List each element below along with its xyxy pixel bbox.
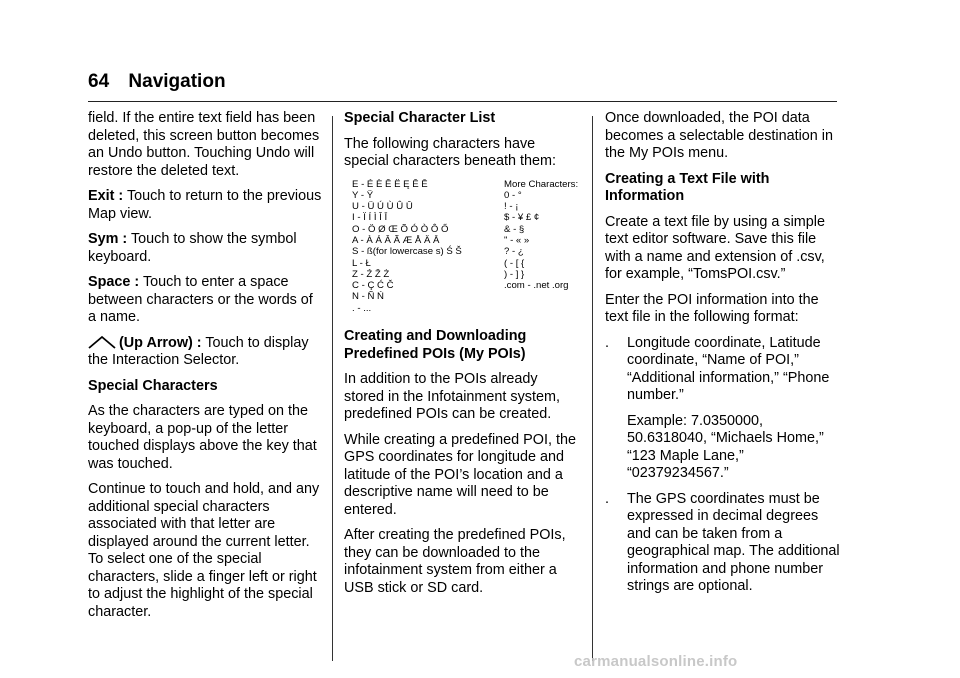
page-header xyxy=(88,71,226,93)
page-number: 64 xyxy=(88,71,110,92)
char-row: $ - ¥ £ ¢ xyxy=(504,212,540,224)
char-row: Z - Ź Ž Ż xyxy=(352,268,390,280)
touch-hold-paragraph: Continue to touch and hold, and any additional special characters associated with that letter are displayed around the current letter. To select one of the special characters, slide a finger left or right to adjust the highlight of the special character. xyxy=(88,481,320,620)
poi-paragraph-3: After creating the predefined POIs, they can be downloaded to the infotainment system from either a USB stick or SD card. xyxy=(344,527,566,596)
char-row: C - Ç Ć Č xyxy=(352,280,394,292)
column-divider-2 xyxy=(592,116,593,661)
exit-entry xyxy=(88,188,323,223)
char-row: U - Ü Ú Ù Û Ū xyxy=(352,201,413,213)
text-file-paragraph: Create a text file by using a simple text editor software. Save this file with a name and extension of .csv, for example, “TomsPOI.csv.” xyxy=(605,213,825,282)
up-arrow-entry xyxy=(88,335,323,370)
exit-term: Exit : xyxy=(88,188,124,204)
column-3 xyxy=(605,110,840,604)
bullet-text: The GPS coordinates must be expressed in decimal degrees and can be taken from a geographical map. The additional information and phone number strings are optional. xyxy=(627,490,840,594)
char-row: O - Ö Ø Œ Õ Ó Ò Ô Ő xyxy=(352,223,449,235)
char-row: " - « » xyxy=(504,234,530,246)
char-row: ) - ] } xyxy=(504,268,525,280)
char-row: ? - ¿ xyxy=(504,246,524,258)
bullet-mark: . xyxy=(605,334,609,351)
poi-paragraph-1: In addition to the POIs already stored in the Infotainment system, predefined POIs can be created. xyxy=(344,371,560,423)
char-row: Y - Ÿ xyxy=(352,189,374,201)
sym-text: Touch to show the symbol keyboard. xyxy=(88,231,297,265)
column-divider-1 xyxy=(332,116,333,661)
up-arrow-icon xyxy=(88,335,116,349)
poi-paragraph-2: While creating a predefined POI, the GPS coordinates for longitude and latitude of the POI’s location and a descriptive name will need to be entered. xyxy=(344,431,576,518)
up-arrow-term: (Up Arrow) : xyxy=(119,334,202,351)
char-row: & - § xyxy=(504,223,525,235)
char-row: ( - [ { xyxy=(504,257,525,269)
space-term: Space : xyxy=(88,274,140,290)
more-characters xyxy=(504,179,578,315)
text-file-heading: Creating a Text File with Information xyxy=(605,170,770,204)
section-title: Navigation xyxy=(128,71,226,92)
creating-downloading-heading: Creating and Downloading Predefined POIs (My POIs) xyxy=(344,328,527,362)
undo-paragraph: field. If the entire text field has been deleted, this screen button becomes an Undo button. Touching Undo will restore the deleted text. xyxy=(88,110,320,179)
char-row: E - É È Ê Ë Ę Ě Ē xyxy=(352,178,428,190)
exit-text: Touch to return to the previous Map view. xyxy=(88,188,322,222)
downloaded-paragraph: Once downloaded, the POI data becomes a selectable destination in the My POIs menu. xyxy=(605,110,833,161)
special-character-table xyxy=(352,179,580,315)
example-text: Example: 7.0350000, 50.6318040, “Michaels Home,” “123 Maple Lane,” “02379234567.” xyxy=(627,412,824,481)
char-row: L - Ł xyxy=(352,257,371,269)
header-rule xyxy=(88,101,837,102)
char-row: N - Ñ Ń xyxy=(352,291,384,303)
special-character-list-heading: Special Character List xyxy=(344,110,496,126)
char-row: A - À Á Â Ã Æ Å Ä Ā xyxy=(352,234,440,246)
char-row: More Characters: xyxy=(504,178,579,190)
bullet-gps xyxy=(605,491,840,596)
letter-characters xyxy=(352,179,504,315)
bullet-text: Longitude coordinate, Latitude coordinate, “Name of POI,” “Additional information,” “Phone number.” xyxy=(627,334,830,403)
bullet-mark: . xyxy=(605,490,609,507)
char-row: ! - ¡ xyxy=(504,201,519,213)
sym-term: Sym : xyxy=(88,231,128,247)
watermark: carmanualsonline.info xyxy=(574,653,738,670)
sym-entry xyxy=(88,231,323,266)
char-row: .com - .net .org xyxy=(504,280,569,292)
column-2 xyxy=(344,110,580,605)
char-row: S - ß(for lowercase s) Ś Š xyxy=(352,246,462,258)
list-intro: The following characters have special characters beneath them: xyxy=(344,135,556,169)
space-text: Touch to enter a space between characters or the words of a name. xyxy=(88,274,313,325)
column-1 xyxy=(88,110,323,629)
special-characters-heading: Special Characters xyxy=(88,377,218,394)
popup-paragraph: As the characters are typed on the keyboard, a pop-up of the letter touched displays above the key that was touched. xyxy=(88,403,317,472)
char-row: 0 - ° xyxy=(504,189,522,201)
format-paragraph: Enter the POI information into the text file in the following format: xyxy=(605,291,819,325)
bullet-longitude xyxy=(605,335,840,405)
char-row: . - ... xyxy=(352,302,372,314)
char-row: I - Ï Í Ì Î Ī xyxy=(352,212,388,224)
space-entry xyxy=(88,274,323,327)
up-arrow-text: Touch to display the Interaction Selector. xyxy=(88,334,309,368)
